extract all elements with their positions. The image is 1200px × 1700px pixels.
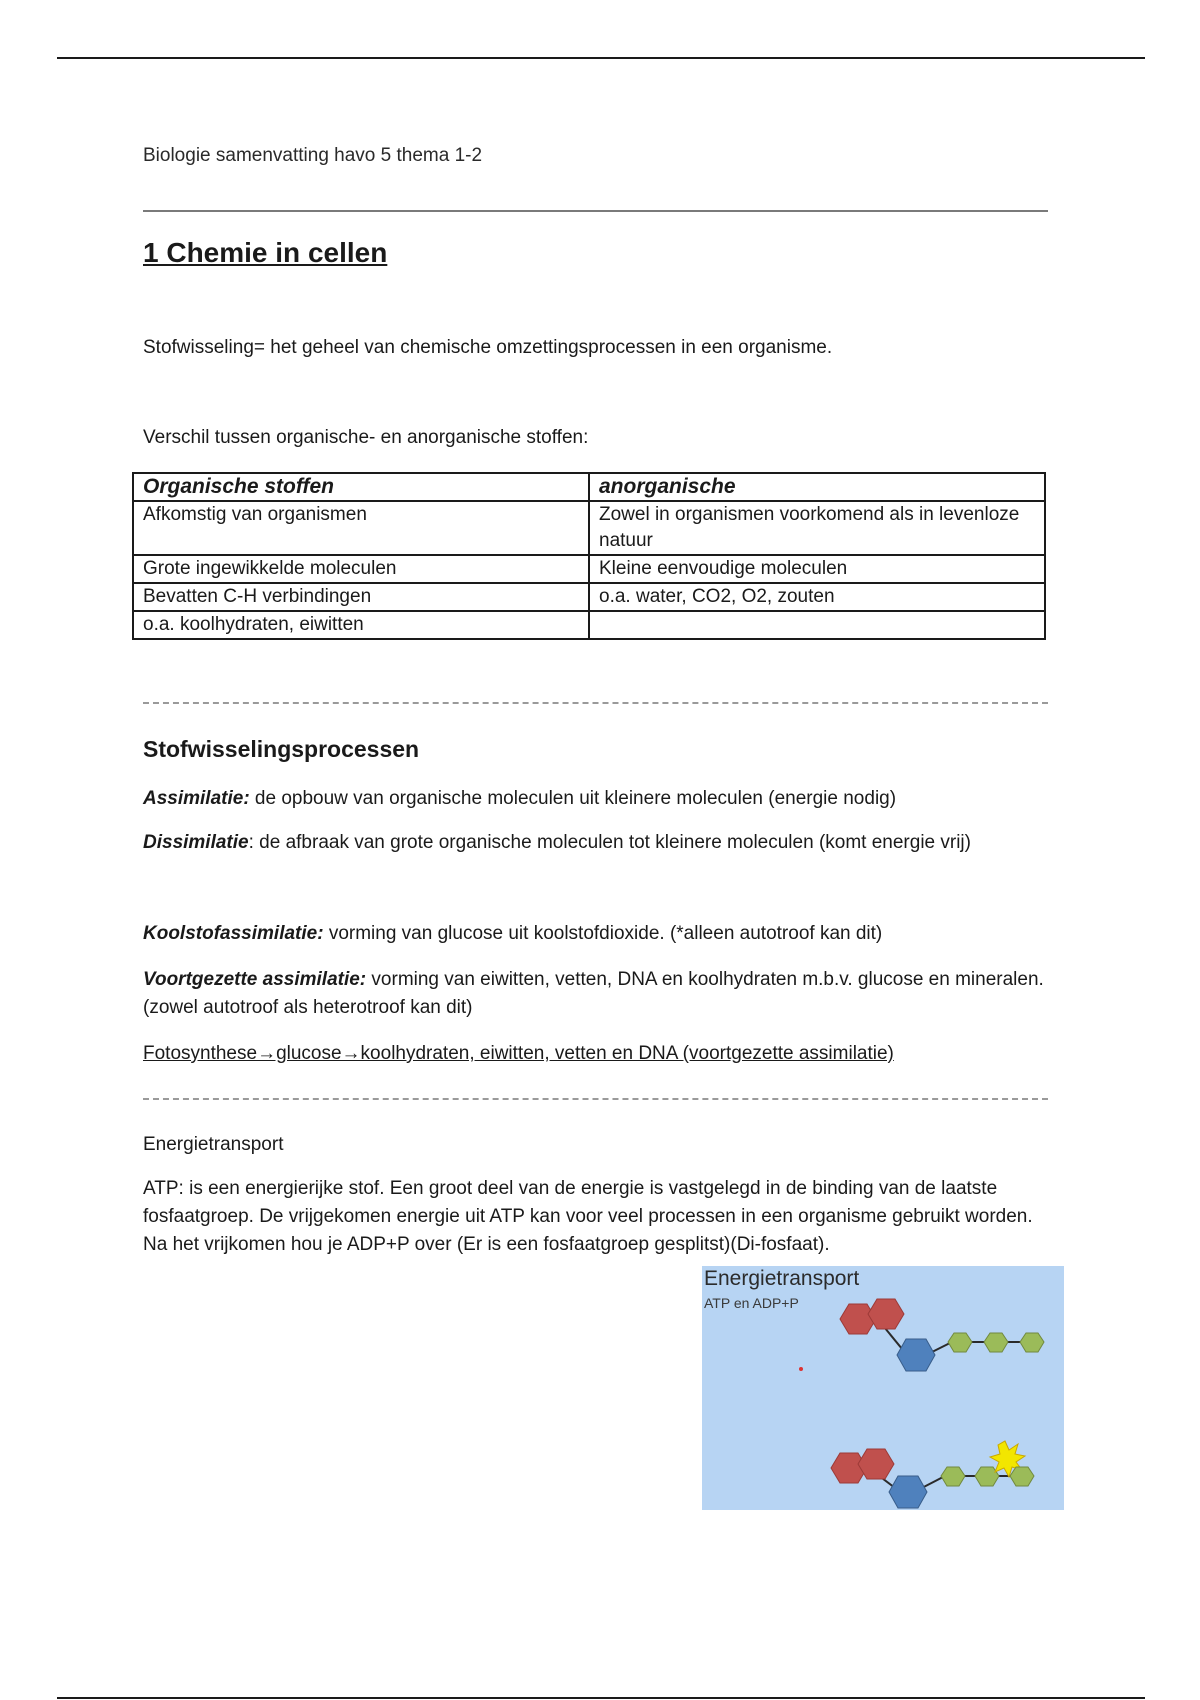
definition-paragraph: Stofwisseling= het geheel van chemische omzettingsprocessen in een organisme. — [143, 337, 833, 358]
term-label: Assimilatie: — [143, 788, 250, 809]
figure-subtitle: ATP en ADP+P — [704, 1295, 799, 1311]
section-heading: 1 Chemie in cellen — [143, 237, 388, 268]
assimilatie-paragraph — [143, 785, 1048, 813]
ribose-hexagon — [889, 1476, 927, 1508]
table-header-cell: anorganische — [589, 473, 1045, 501]
marker-dot — [799, 1367, 803, 1371]
term-text: : de afbraak van grote organische moleculen tot kleinere moleculen (komt energie vrij) — [248, 832, 971, 853]
process-chain: Fotosynthese→glucose→koolhydraten, eiwitten, vetten en DNA (voortgezette assimilatie) — [143, 1043, 894, 1064]
document-title: Biologie samenvatting havo 5 thema 1-2 — [143, 145, 483, 166]
phosphate-hexagon — [1020, 1333, 1044, 1352]
bottom-rule — [57, 1697, 1145, 1699]
energy-paragraph: ATP: is een energierijke stof. Een groot deel van de energie is vastgelegd in de binding van de laatste fosfaatgroep. De vrijgekomen energie uit ATP kan voor veel processen in een organisme gebruikt worden. Na het vrijkomen hou je ADP+P over (Er is een fosfaatgroep gesplitst)(Di-fosfaat). — [143, 1178, 1033, 1255]
term-text: vorming van eiwitten, vetten, DNA en koolhydraten m.b.v. glucose en mineralen. (zowel autotroof als heterotroof kan dit) — [143, 969, 1044, 1018]
table-header-cell: Organische stoffen — [133, 473, 589, 501]
phosphate-hexagon — [941, 1467, 965, 1486]
term-label: Koolstofassimilatie: — [143, 923, 324, 944]
table-cell: Grote ingewikkelde moleculen — [133, 555, 589, 583]
adenine-hexagon — [868, 1299, 904, 1329]
term-label: Dissimilatie — [143, 832, 249, 853]
top-rule — [57, 57, 1145, 59]
atp-diagram — [702, 1266, 1064, 1510]
dashed-separator — [143, 702, 1048, 704]
table-row — [133, 555, 1045, 583]
phosphate-hexagon — [1010, 1467, 1034, 1486]
table-cell — [589, 611, 1045, 639]
title-separator — [143, 210, 1048, 212]
table-cell: o.a. koolhydraten, eiwitten — [133, 611, 589, 639]
ribose-hexagon — [897, 1339, 935, 1371]
dissimilatie-paragraph — [143, 829, 1048, 857]
table-cell: o.a. water, CO2, O2, zouten — [589, 583, 1045, 611]
table-cell: Kleine eenvoudige moleculen — [589, 555, 1045, 583]
table-row — [133, 501, 1045, 555]
term-label: Voortgezette assimilatie: — [143, 969, 367, 990]
table-cell: Zowel in organismen voorkomend als in levenloze natuur — [589, 501, 1045, 555]
phosphate-hexagon — [948, 1333, 972, 1352]
table-cell: Bevatten C-H verbindingen — [133, 583, 589, 611]
phosphate-hexagon — [984, 1333, 1008, 1352]
table-row — [133, 611, 1045, 639]
table-header-row — [133, 473, 1045, 501]
comparison-intro: Verschil tussen organische- en anorganische stoffen: — [143, 427, 589, 448]
table-cell: Afkomstig van organismen — [133, 501, 589, 555]
comparison-table — [132, 472, 1046, 640]
table-row — [133, 583, 1045, 611]
figure-title: Energietransport — [704, 1267, 860, 1290]
processes-heading: Stofwisselingsprocessen — [143, 736, 420, 762]
term-text: vorming van glucose uit koolstofdioxide. (*alleen autotroof kan dit) — [323, 923, 883, 944]
energy-heading: Energietransport — [143, 1134, 284, 1155]
koolstofassimilatie-paragraph — [143, 920, 1048, 948]
voortgezette-assimilatie-paragraph — [143, 966, 1048, 1022]
dashed-separator — [143, 1098, 1048, 1100]
term-text: de opbouw van organische moleculen uit kleinere moleculen (energie nodig) — [249, 788, 897, 809]
